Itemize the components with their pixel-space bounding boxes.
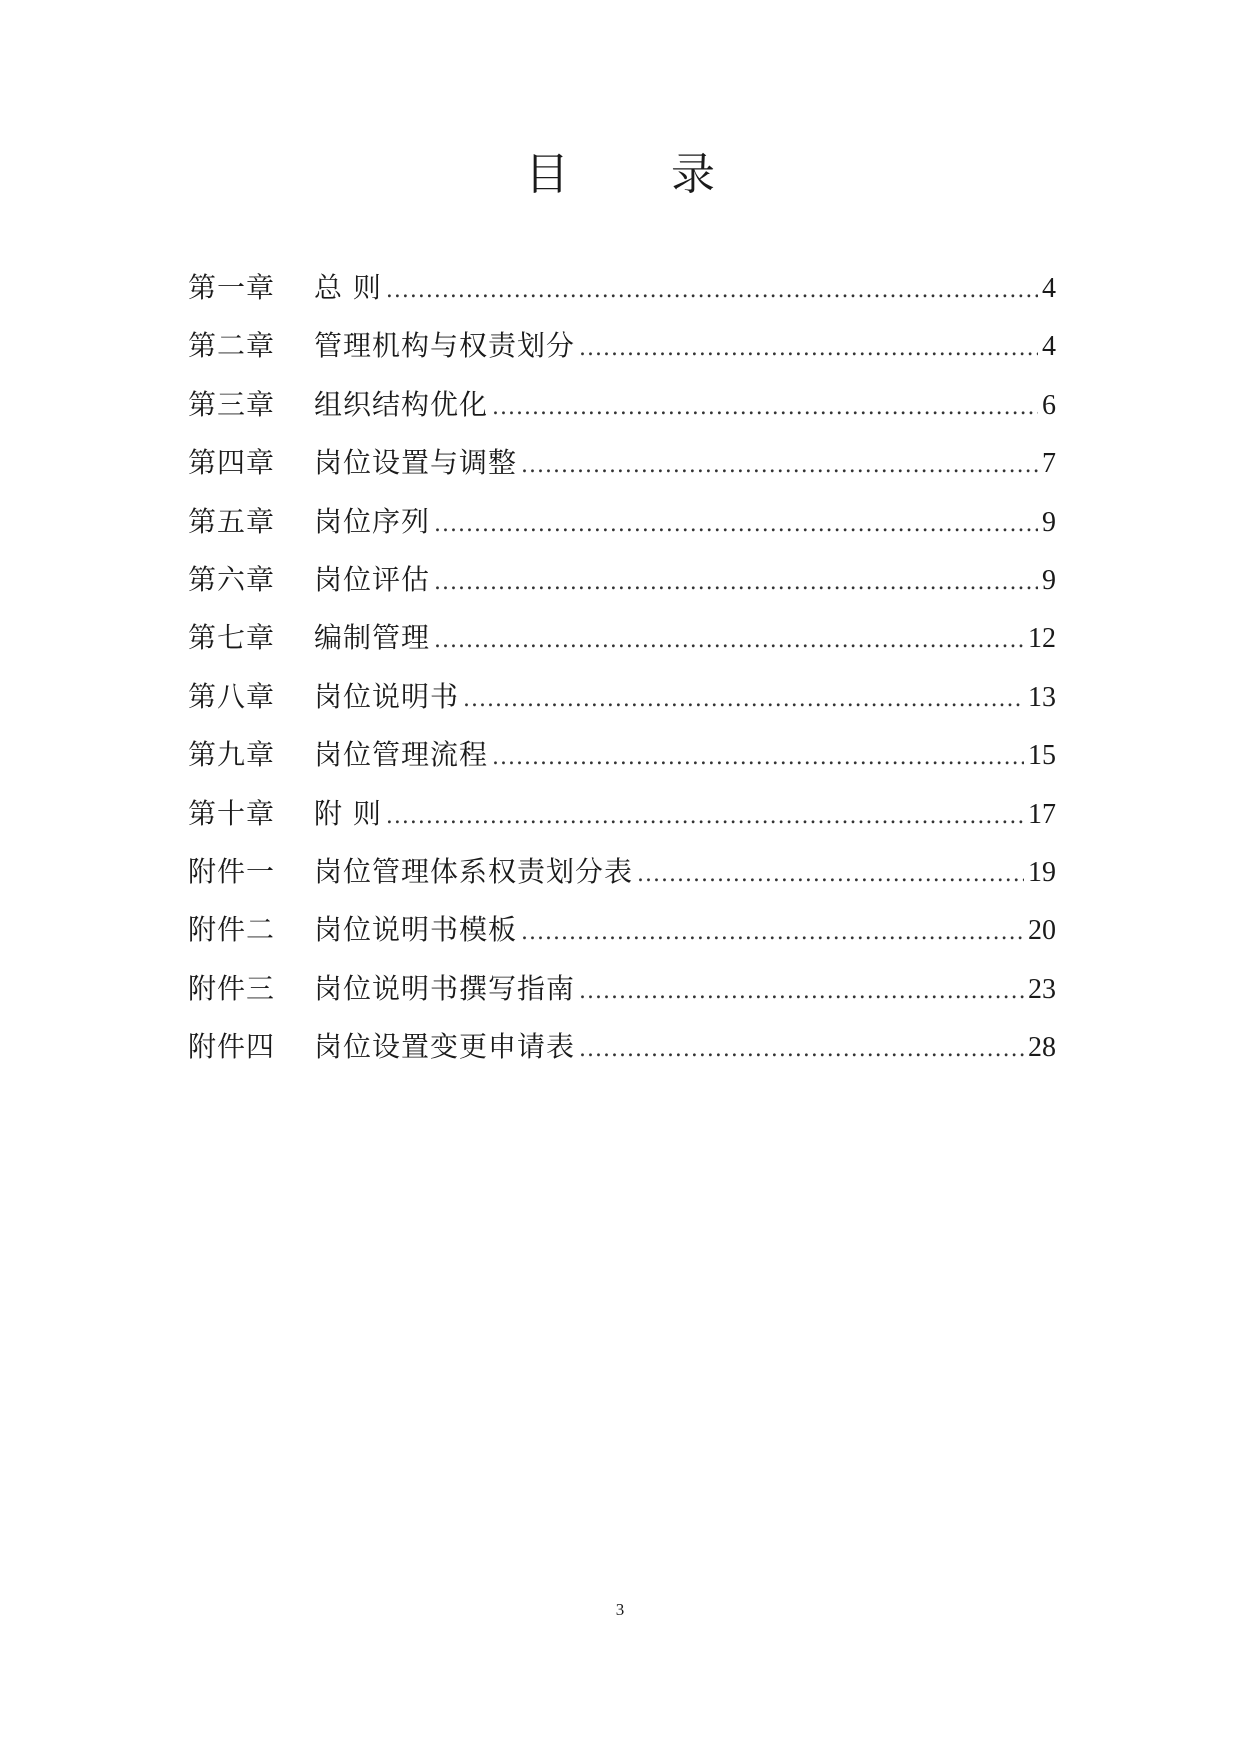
toc-entry[interactable] (188, 445, 1056, 503)
toc-entry-title: 附 则 (314, 796, 382, 830)
toc-page-number: 4 (1042, 273, 1056, 304)
toc-appendix-number: 附件三 (188, 971, 276, 1005)
toc-entry[interactable] (188, 854, 1056, 912)
toc-entry-title: 组织结构优化 (314, 387, 489, 421)
toc-entry[interactable] (188, 679, 1056, 737)
toc-page-number: 12 (1028, 623, 1056, 655)
toc-chapter-number: 第七章 (188, 621, 276, 655)
toc-chapter-number: 第十章 (188, 796, 276, 830)
toc-chapter-number: 第八章 (188, 679, 276, 713)
toc-appendix-number: 附件一 (188, 854, 276, 888)
toc-page-number: 6 (1042, 389, 1056, 421)
toc-entry[interactable] (188, 1029, 1056, 1087)
toc-entry[interactable] (188, 328, 1056, 386)
page-title: 目 录 (525, 149, 759, 200)
toc-page-number: 17 (1028, 798, 1056, 830)
toc-page-number: 7 (1042, 448, 1056, 480)
toc-page-number: 15 (1028, 740, 1056, 772)
toc-page-number: 19 (1028, 856, 1056, 888)
toc-page-number: 9 (1042, 506, 1056, 538)
toc-dot-leader (579, 974, 1024, 1010)
toc-page-number: 23 (1028, 973, 1056, 1005)
toc-dot-leader (463, 682, 1024, 718)
toc-entry-title: 岗位说明书撰写指南 (314, 971, 576, 1005)
toc-chapter-number: 第一章 (188, 271, 276, 304)
toc-dot-leader (434, 565, 1038, 601)
toc-chapter-number: 第四章 (188, 446, 276, 480)
toc-entry-title: 岗位设置与调整 (314, 446, 518, 480)
toc-entry-title: 岗位说明书 (314, 679, 460, 713)
page-number: 3 (615, 1600, 625, 1619)
toc-chapter-number: 第三章 (188, 387, 276, 421)
toc-entry[interactable] (188, 387, 1056, 445)
toc-entry-title: 岗位序列 (314, 504, 431, 538)
toc-dot-leader (492, 740, 1024, 776)
toc-dot-leader (521, 915, 1024, 951)
toc-chapter-number: 第二章 (188, 329, 276, 363)
toc-chapter-number: 第五章 (188, 504, 276, 538)
toc-entry-title: 岗位设置变更申请表 (314, 1030, 576, 1064)
toc-chapter-number: 第六章 (188, 562, 276, 596)
toc-page-number: 28 (1028, 1032, 1056, 1064)
toc-dot-leader (386, 273, 1038, 309)
toc-appendix-number: 附件四 (188, 1030, 276, 1064)
table-of-contents (188, 270, 1056, 1087)
toc-dot-leader (579, 1032, 1024, 1068)
toc-dot-leader (492, 390, 1038, 426)
toc-page-number: 20 (1028, 915, 1056, 947)
toc-page-number: 13 (1028, 681, 1056, 713)
toc-entry-title: 管理机构与权责划分 (314, 329, 576, 363)
toc-entry-title: 岗位管理体系权责划分表 (314, 854, 634, 888)
toc-entry[interactable] (188, 562, 1056, 620)
toc-dot-leader (521, 448, 1038, 484)
toc-entry[interactable] (188, 912, 1056, 970)
toc-entry[interactable] (188, 270, 1056, 328)
toc-entry[interactable] (188, 796, 1056, 854)
toc-entry-title: 岗位评估 (314, 562, 431, 596)
toc-entry-title: 岗位说明书模板 (314, 913, 518, 947)
toc-dot-leader (637, 857, 1024, 893)
toc-entry[interactable] (188, 737, 1056, 795)
toc-chapter-number: 第九章 (188, 738, 276, 772)
toc-dot-leader (434, 623, 1024, 659)
toc-page-number: 4 (1042, 331, 1056, 363)
toc-entry[interactable] (188, 971, 1056, 1029)
toc-page-number: 9 (1042, 564, 1056, 596)
toc-dot-leader (386, 799, 1024, 835)
toc-entry[interactable] (188, 620, 1056, 678)
toc-entry-title: 岗位管理流程 (314, 738, 489, 772)
toc-entry[interactable] (188, 504, 1056, 562)
toc-appendix-number: 附件二 (188, 913, 276, 947)
toc-entry-title: 编制管理 (314, 621, 431, 655)
toc-entry-title: 总 则 (314, 271, 382, 304)
toc-dot-leader (579, 331, 1038, 367)
toc-dot-leader (434, 507, 1038, 543)
